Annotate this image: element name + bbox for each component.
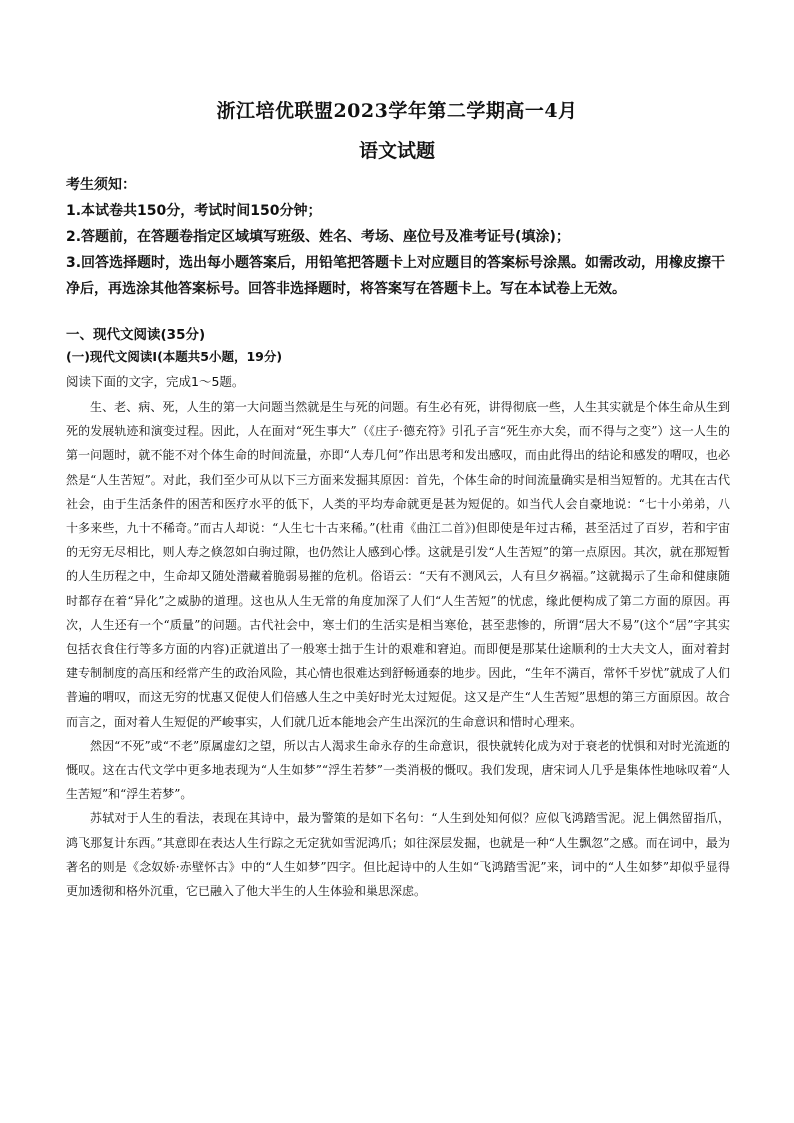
passage-paragraph: 苏轼对于人生的看法，表现在其诗中，最为警策的是如下名句：“人生到处知何似？应似飞鸿踏雪泥。泥上偶然留指爪，鸿飞那复计东西。”其意即在表达人生行踪之无定犹如雪泥鸿爪；如往深层发掘，也就是一种“人生飘忽”之感。而在词中，最为著名的则是《念奴娇·赤壁怀古》中的“人生如梦”四字。但比起诗中的人生如“飞鸿踏雪泥”来，词中的“人生如梦”却似乎显得更加透彻和格外沉重，它已融入了他大半生的人生体验和巢思深虑。 bbox=[66, 811, 730, 899]
notice-item: 3.回答选择题时，选出每小题答案后，用铅笔把答题卡上对应题目的答案标号涂黑。如需改动，用橡皮擦干净后，再选涂其他答案标号。回答非选择题时，将答案写在答题卡上。写在本试卷上无效。 bbox=[66, 255, 726, 297]
reading-passage bbox=[66, 395, 730, 903]
notice-item: 2.答题前，在答题卷指定区域填写班级、姓名、考场、座位号及准考证号(填涂)； bbox=[66, 229, 570, 245]
notice-heading: 考生须知： bbox=[66, 177, 136, 193]
exam-notice bbox=[66, 172, 730, 302]
passage-paragraph: 生、老、病、死，人生的第一大问题当然就是生与死的问题。有生必有死，讲得彻底一些，人生其实就是个体生命从生到死的发展轨迹和演变过程。因此，人在面对“死生事大”（《庄子·德充符》引孔子言“死生亦大矣，而不得与之变”）这一人生的第一问题时，就不能不对个体生命的时间流量，亦即“人寿几何”作出思考和发出感叹，而由此得出的结论和感发的喟叹，也必然是“人生苦短”。对此，我们至少可从以下三方面来发掘其原因：首先，个体生命的时间流量确实是相当短暂的。尤其在古代社会，由于生活条件的困苦和医疗水平的低下，人类的平均寿命就更是甚为短促的。如当代人会自豪地说：“七十小弟弟，八十多来些，九十不稀奇。”而古人却说：“人生七十古来稀。”(杜甫《曲江二首》)但即使是年过古稀，甚至活过了百岁，若和宇宙的无穷无尽相比，则人寿之倏忽如白驹过隙，也仍然让人感到心悸。这就是引发“人生苦短”的第一点原因。其次，就在那短暂的人生历程之中，生命却又随处潜藏着脆弱易摧的危机。俗语云：“天有不测风云，人有旦夕祸福。”这就揭示了生命和健康随时都存在着“异化”之威胁的道理。这也从人生无常的角度加深了人们“人生苦短”的忧虑，缘此便构成了第二方面的原因。再次，人生还有一个“质量”的问题。古代社会中，寒士们的生活实是相当寒伧，甚至悲惨的，所谓“居大不易”(这个“居”字其实包括衣食住行等多方面的内容)正就道出了一般寒士拙于生计的艰难和窘迫。而即便是那某仕途顺利的士大夫文人，面对着封建专制制度的高压和经常产生的政治风险，其心情也很难达到舒畅通泰的地步。因此，“生年不满百，常怀千岁忧”就成了人们普遍的喟叹，而这无穷的忧惠又促使人们倍感人生之中美好时光太过短促。这又是产生“人生苦短”思想的第三方面原因。故合而言之，面对着人生短促的严峻事实，人们就几近本能地会产生出深沉的生命意识和惜时心理来。 bbox=[66, 400, 730, 729]
sub-section-title: (一)现代文阅读Ⅰ(本题共5小题，19分) bbox=[66, 349, 283, 364]
part-title: 一、现代文阅读(35分) bbox=[66, 327, 206, 343]
reading-instruction: 阅读下面的文字，完成1～5题。 bbox=[66, 374, 245, 389]
exam-title: 浙江培优联盟2023学年第二学期高一4月 bbox=[216, 100, 578, 122]
notice-item: 1.本试卷共150分，考试时间150分钟； bbox=[66, 203, 322, 219]
passage-paragraph: 然因“不死”或“不老”原属虚幻之望，所以古人渴求生命永存的生命意识，很快就转化成为对于衰老的忧惧和对时光流逝的慨叹。这在古代文学中更多地表现为“人生如梦”“浮生若梦”一类消极的慨叹。我们发现，唐宋词人几乎是集体性地咏叹着“人生苦短”和“浮生若梦”。 bbox=[66, 738, 730, 802]
exam-subtitle: 语文试题 bbox=[358, 140, 435, 162]
